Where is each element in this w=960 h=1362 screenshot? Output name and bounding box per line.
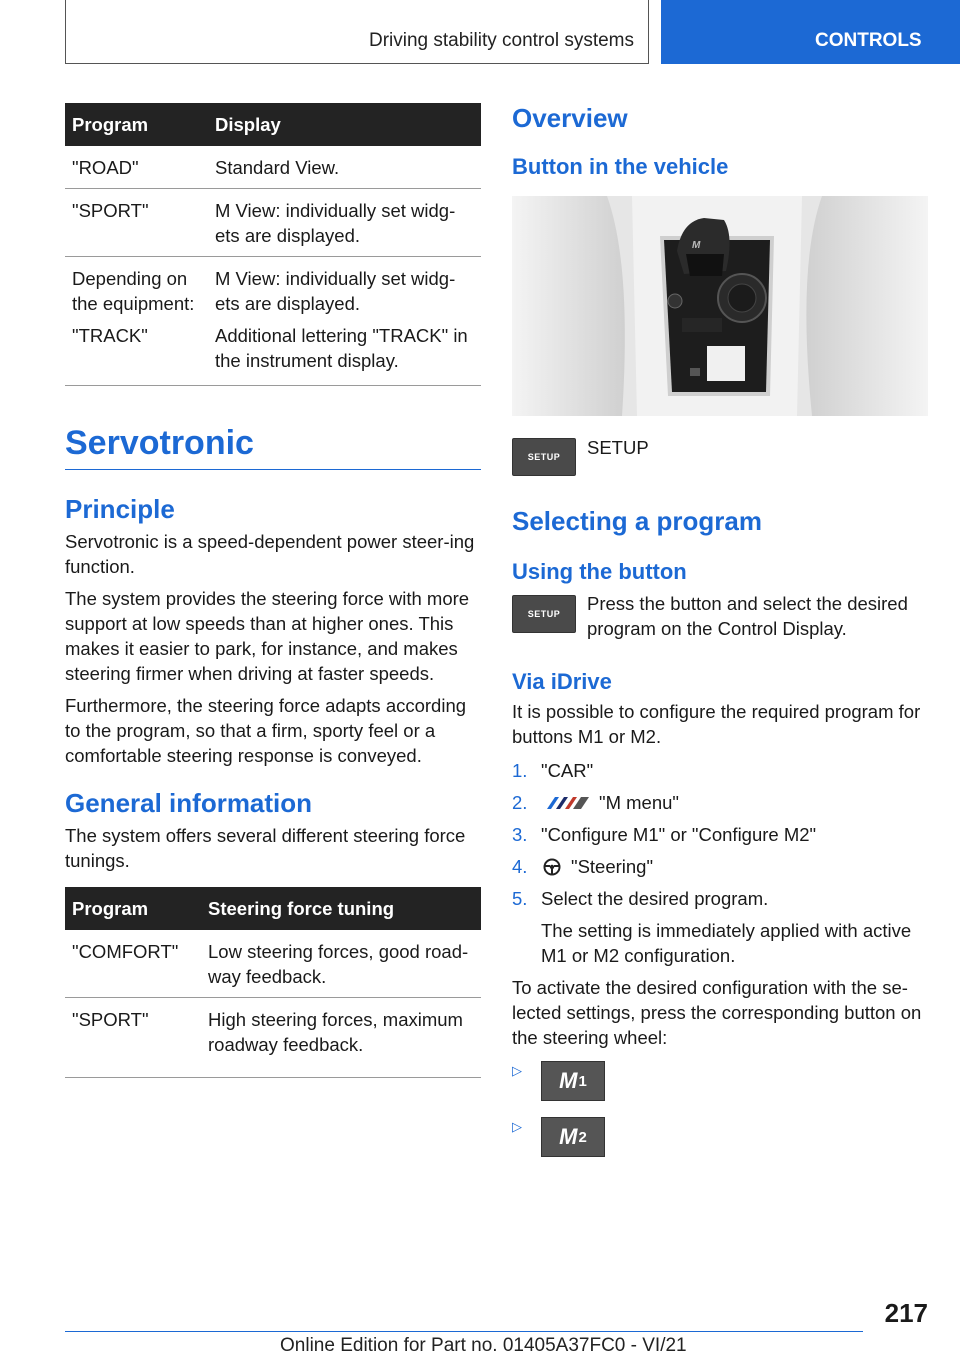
section-title-overview: Overview bbox=[512, 103, 628, 133]
paragraph: To activate the desired configuration with the se-lected settings, press the corresponding button on the steering wheel: bbox=[512, 977, 922, 1048]
paragraph: The system offers several different steering force tunings. bbox=[65, 825, 466, 871]
subsection-title-principle: Principle bbox=[65, 494, 175, 524]
steering-wheel-icon bbox=[541, 857, 563, 875]
subsection-title-button: Button in the vehicle bbox=[512, 154, 729, 179]
table-header-row bbox=[65, 103, 481, 146]
paragraph: Furthermore, the steering force adapts according to the program, so that a firm, sporty feel or a comfortable steering response is conveyed. bbox=[65, 695, 467, 766]
m2-row bbox=[512, 1117, 928, 1157]
program-condition: Depending on the equipment: bbox=[72, 268, 195, 314]
display-text: M View: individually set widg-ets are displayed. bbox=[215, 268, 456, 314]
setup-button-icon: SETUP bbox=[512, 595, 576, 633]
setup-label: SETUP bbox=[587, 437, 649, 458]
vehicle-console-image bbox=[512, 196, 928, 416]
paragraph: The system provides the steering force with more support at low speeds than at higher ones. This makes it easier to park, for instance, and makes steering firmer when driving at faster speeds. bbox=[65, 588, 470, 684]
table-cell-display: Standard View. bbox=[208, 146, 481, 189]
table-cell-program bbox=[65, 257, 208, 386]
left-column bbox=[65, 103, 481, 1078]
table-cell-display bbox=[208, 257, 481, 386]
list-item: 4. "Steering" bbox=[512, 856, 654, 877]
triangle-bullet-icon: ▷ bbox=[512, 1119, 522, 1134]
step-list bbox=[512, 758, 928, 968]
display-text-2: Additional lettering "TRACK" in the instrument display. bbox=[215, 325, 468, 371]
table-cell-tuning: High steering forces, maximum roadway feedback. bbox=[201, 998, 481, 1078]
console-illustration bbox=[512, 196, 928, 416]
table-row bbox=[65, 146, 481, 189]
setup-button-icon: SETUP bbox=[512, 438, 576, 476]
table-header-cell: Steering force tuning bbox=[201, 887, 481, 930]
svg-text:M: M bbox=[692, 240, 701, 251]
table-row bbox=[65, 189, 481, 257]
subsection-title-general: General information bbox=[65, 788, 313, 818]
table-header-cell: Display bbox=[208, 103, 481, 146]
table-cell-tuning: Low steering forces, good road-way feedback. bbox=[201, 930, 481, 998]
section-title-selecting: Selecting a program bbox=[512, 506, 762, 536]
display-table bbox=[65, 103, 481, 386]
table-row bbox=[65, 930, 481, 998]
header-chapter-box bbox=[661, 0, 960, 64]
triangle-bullet-icon: ▷ bbox=[512, 1063, 522, 1078]
list-item: 3. "Configure M1" or "Configure M2" bbox=[512, 824, 817, 845]
table-header-cell: Program bbox=[65, 103, 208, 146]
m2-button-icon: M 2 bbox=[541, 1117, 605, 1157]
paragraph: It is possible to configure the required program for buttons M1 or M2. bbox=[512, 701, 921, 747]
table-row bbox=[65, 998, 481, 1078]
table-header-row bbox=[65, 887, 481, 930]
table-row bbox=[65, 257, 481, 386]
list-item: 2. "M menu" bbox=[512, 792, 679, 813]
m1-button-icon: M 1 bbox=[541, 1061, 605, 1101]
header-chapter-title: CONTROLS bbox=[815, 30, 922, 51]
table-cell-program: "SPORT" bbox=[65, 998, 201, 1078]
footer-divider bbox=[65, 1331, 863, 1332]
m-menu-icon bbox=[541, 792, 591, 808]
paragraph: Servotronic is a speed-dependent power steer-ing function. bbox=[65, 531, 475, 577]
tuning-table bbox=[65, 887, 481, 1078]
list-item: 5. Select the desired program. The setting is immediately applied with active M1 or M2 configuration. bbox=[512, 886, 928, 968]
step-sub-text: The setting is immediately applied with active M1 or M2 configuration. bbox=[541, 920, 912, 966]
page-number: 217 bbox=[884, 1298, 928, 1328]
setup-row bbox=[512, 438, 928, 476]
table-header-cell: Program bbox=[65, 887, 201, 930]
subsection-title-using-button: Using the button bbox=[512, 559, 687, 584]
table-cell-program: "ROAD" bbox=[65, 146, 208, 189]
right-column bbox=[512, 103, 928, 1157]
subsection-title-idrive: Via iDrive bbox=[512, 669, 612, 694]
paragraph: Press the button and select the desired program on the Control Display. bbox=[587, 593, 908, 639]
table-cell-program: "COMFORT" bbox=[65, 930, 201, 998]
table-cell-program: "SPORT" bbox=[65, 189, 208, 257]
header-section-title: Driving stability control systems bbox=[368, 30, 634, 51]
program-name: "TRACK" bbox=[72, 325, 148, 346]
section-title-servotronic: Servotronic bbox=[65, 424, 481, 470]
using-button-row bbox=[512, 591, 928, 641]
m1-row bbox=[512, 1061, 928, 1101]
table-cell-display: M View: individually set widg-ets are displayed. bbox=[208, 189, 481, 257]
list-item: 1. "CAR" bbox=[512, 760, 594, 781]
footer-edition: Online Edition for Part no. 01405A37FC0 - VI/21 bbox=[280, 1335, 687, 1356]
header-section-box bbox=[65, 0, 649, 64]
